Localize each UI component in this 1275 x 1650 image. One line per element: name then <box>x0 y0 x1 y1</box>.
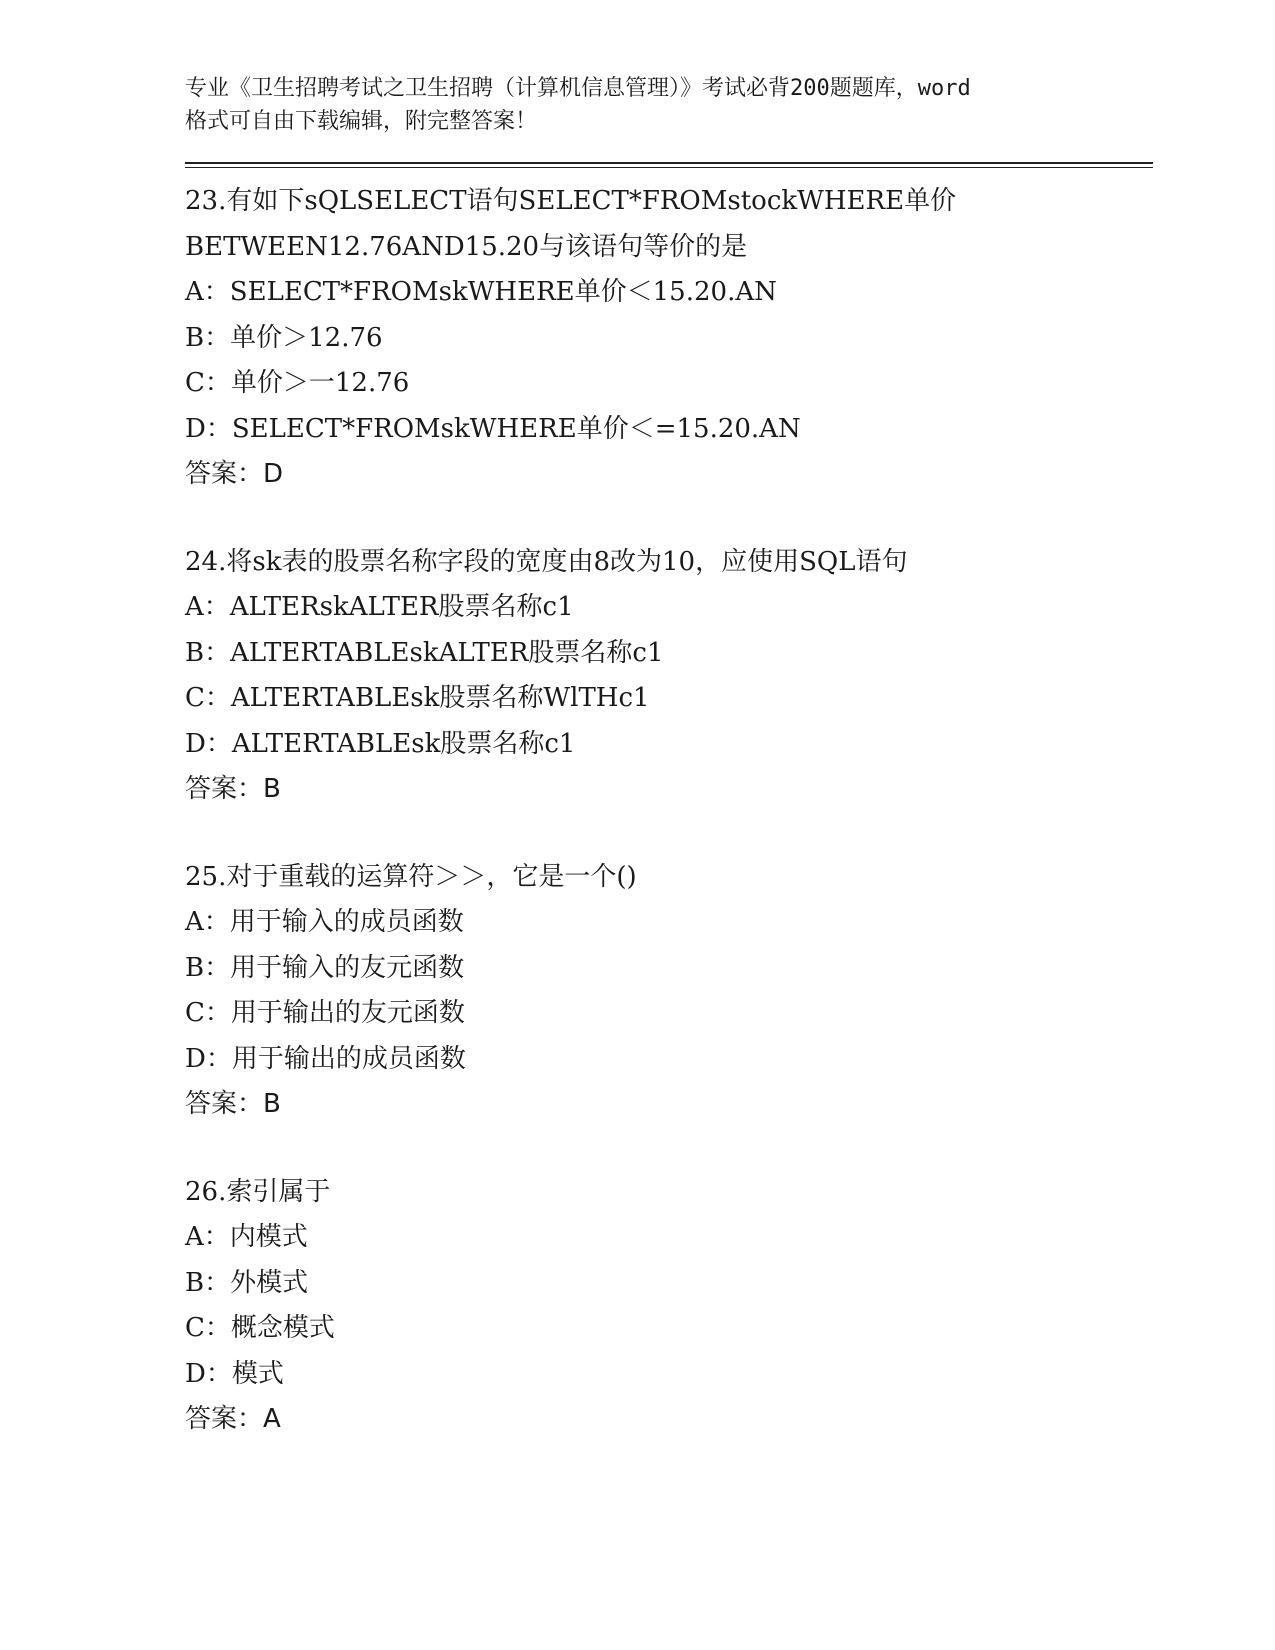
question-stem: 26.索引属于 <box>185 1176 331 1207</box>
option-b: B：单价＞12.76 <box>185 322 383 353</box>
option-c: C：ALTERTABLEsk股票名称WlTHc1 <box>185 683 650 713</box>
option-c: C：用于输出的友元函数 <box>185 998 465 1028</box>
question-stem: BETWEEN12.76AND15.20与该语句等价的是 <box>185 231 748 262</box>
header-title-line-1: 专业《卫生招聘考试之卫生招聘（计算机信息管理）》考试必背200题题库，word <box>185 76 971 101</box>
option-b: B：用于输入的友元函数 <box>185 952 465 983</box>
option-c: C：单价＞一12.76 <box>185 368 410 398</box>
option-d: D：ALTERTABLEsk股票名称c1 <box>185 728 576 759</box>
option-a: A：用于输入的成员函数 <box>185 907 464 937</box>
option-d: D：用于输出的成员函数 <box>185 1043 466 1074</box>
option-b: B：ALTERTABLEskALTER股票名称c1 <box>185 637 664 668</box>
header-divider <box>185 162 1153 168</box>
option-d: D：模式 <box>185 1358 284 1389</box>
document-page <box>185 72 1155 1443</box>
question-25 <box>185 855 1155 1128</box>
question-24 <box>185 540 1155 813</box>
answer: 答案：B <box>185 1089 281 1119</box>
option-a: A：内模式 <box>185 1222 308 1252</box>
question-26 <box>185 1170 1155 1443</box>
question-23 <box>185 179 1155 498</box>
answer: 答案：B <box>185 774 281 804</box>
option-a: A：ALTERskALTER股票名称c1 <box>185 592 574 622</box>
option-d: D：SELECT*FROMskWHERE单价＜=15.20.AN <box>185 413 801 444</box>
header-title-line-2: 格式可自由下载编辑，附完整答案！ <box>185 109 538 134</box>
answer: 答案：D <box>185 459 284 489</box>
question-list <box>185 179 1155 1443</box>
answer: 答案：A <box>185 1404 281 1434</box>
option-b: B：外模式 <box>185 1267 309 1298</box>
document-header <box>185 72 1155 138</box>
option-c: C：概念模式 <box>185 1313 335 1343</box>
question-stem: 23.有如下sQLSELECT语句SELECT*FROMstockWHERE单价 <box>185 186 957 216</box>
question-stem: 25.对于重载的运算符＞＞，它是一个() <box>185 861 637 892</box>
question-stem: 24.将sk表的股票名称字段的宽度由8改为10，应使用SQL语句 <box>185 546 908 577</box>
option-a: A：SELECT*FROMskWHERE单价＜15.20.AN <box>185 277 777 307</box>
